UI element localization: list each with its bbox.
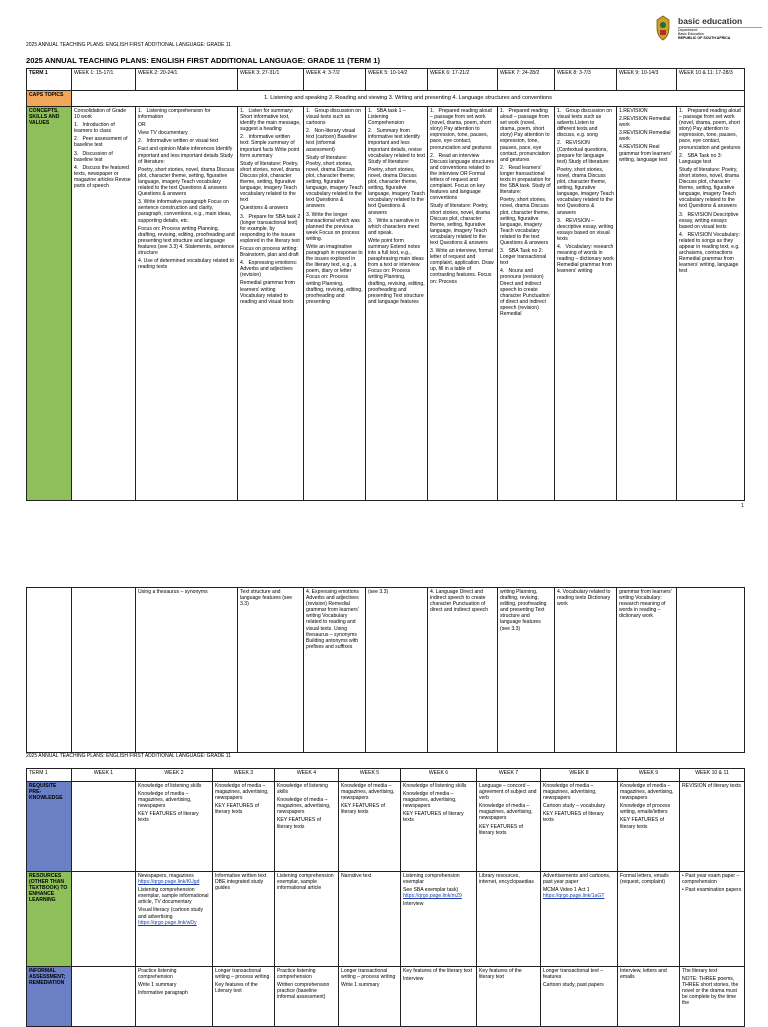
- week-header: WEEK 9: [618, 769, 680, 782]
- week-header: WEEK 2: [136, 769, 213, 782]
- row-label: REQUISITE PRE-KNOWLEDGE: [27, 782, 72, 872]
- week-cell: [238, 107, 304, 501]
- cell-text: Interview, letters and emails: [620, 968, 669, 981]
- logo-title: basic education: [678, 16, 743, 26]
- week-cell: [136, 872, 213, 967]
- cell-text: • Past year exam paper – comprehension: [682, 873, 741, 886]
- cell-text: 3. Write a narrative in which characters meet and speak.: [368, 217, 421, 236]
- week-cell: [618, 872, 680, 967]
- cell-text: Write point form summary Extend notes into a full text, e.g., paraphrasing main ideas from a text or interview Focus on: Process writing Planning, drafting, revising, editing, proofreading and presenting Text structure and language features: [368, 237, 427, 305]
- week-cell: [541, 782, 618, 872]
- cell-text: Knowledge of listening skills: [138, 783, 202, 789]
- cell-text: Language – concord – agreement of subject and verb: [479, 783, 538, 802]
- continuation-row: [27, 588, 745, 753]
- week-cell: [680, 967, 745, 1027]
- cell-text: 1. Prepared reading aloud – passage from set work (novel, drama, poem, short story) Pay attention to expression, tone, pauses, pace, eye contact, pronunciation and gestures: [500, 108, 552, 163]
- cell-text: 2. Summary from informative text identify important and less important details, revise vocabulary related to text Study of literature:: [368, 128, 427, 165]
- cell-text: KEY FEATURES of literary texts: [277, 817, 323, 830]
- week-cell: [339, 967, 401, 1027]
- cell-text: Knowledge of media – magazines, advertising, newspapers: [620, 783, 675, 802]
- term1-knowledge-table: [26, 768, 745, 1027]
- cell-text: Questions & answers: [240, 205, 289, 212]
- table2-row: [27, 782, 745, 872]
- cell-text: 1. Introduction of learners to class: [74, 122, 117, 135]
- cell-text: KEY FEATURES of literary texts: [620, 817, 666, 830]
- cell-text: 4. Discuss the featured texts, newspaper or magazine articles Revise parts of speech: [74, 164, 133, 190]
- cell-text: Practice listening comprehension: [138, 968, 178, 981]
- week-header: WEEK 4: 3-7/2: [304, 69, 366, 91]
- cell-text: 1. Group discussion on visual texts such as cartoons: [306, 108, 363, 127]
- cell-text: 1. Prepared reading aloud – passage from set work (novel, drama, poem, short story) Pay attention to expression, tone, pauses, pace, eye contact, pronunciation and gestures: [679, 108, 743, 151]
- cell-text: 4.REVISION Real grammar from learners' writing, language test: [619, 144, 674, 163]
- week-cell: [304, 107, 366, 501]
- cell-text: Key features of the literary text: [403, 968, 473, 974]
- cell-text: Listening comprehension exemplar, sample informational article, TV documentary: [138, 887, 210, 906]
- cell-text: 3. SBA Task no 2: Longer transactional text: [500, 248, 548, 267]
- cell-text: Knowledge of media – magazines, advertising, newspapers: [138, 791, 193, 810]
- cell-text: The literary text: [682, 968, 718, 974]
- cell-text: 3. Write an interview, formal letter of request and complaint, application. Draw up, fill in a table of contrasting features. Focus on: Process: [430, 248, 496, 285]
- week-cell: [275, 967, 339, 1027]
- cell-text: 2. Read learners' longer transactional texts in preparation for the SBA task. Study of literature:: [500, 164, 553, 196]
- week-cell: [618, 782, 680, 872]
- cell-text: Study of literature: Poetry, short stories, novel, drama Discuss plot, character theme, setting, figurative language, imagery Teach vocabulary related to the text Questions & answers: [430, 203, 492, 246]
- continuation-table: [26, 587, 745, 753]
- week-cell: [477, 782, 541, 872]
- cell-text: 3. Discussion of baseline test: [74, 150, 115, 163]
- concepts-row: [27, 107, 745, 501]
- cell-text: Write an imaginative paragraph in response to the issues explored in the literary text, e.g., a poem, diary or letter Focus on: Process writing Planning, drafting, revising, editing, proofreading and presenting: [306, 243, 365, 305]
- cell-text: 1. SBA task 1 – Listening Comprehension: [368, 108, 408, 127]
- row-label: INFORMAL ASSESSMENT; REMEDIATION: [27, 967, 72, 1027]
- table2-header-row: [27, 769, 745, 782]
- cell-text: 2. Informative written or visual text: [138, 138, 219, 145]
- continuation-cell: Text structure and language features (see 3.3): [238, 588, 304, 753]
- table2-row: [27, 872, 745, 967]
- week-cell: [618, 967, 680, 1027]
- cell-text: 3.REVISION Remedial work: [619, 130, 672, 143]
- week-cell: [72, 107, 136, 501]
- continuation-cell: 4. Expressing emotions Adverbs and adjectives (revision) Remedial grammar from learners' writing Vocabulary related to reading and visual texts. Using thesaurus – synonyms Building antonyms with prefixes and suffixes: [304, 588, 366, 753]
- cell-text: Knowledge of listening skills: [403, 783, 467, 789]
- cell-text-with-link: MCMA Video 1 Act 1 https://qrgo.page.link/1aGT: [543, 887, 605, 900]
- week-cell: [680, 782, 745, 872]
- week-header: WEEK 10 & 11: 17-28/3: [677, 69, 745, 91]
- week-header: WEEK 6: 17-21/2: [428, 69, 498, 91]
- cell-text: Remedial grammar from learners' writing Vocabulary related to reading and visual texts: [240, 280, 297, 305]
- cell-text: 1. Listening comprehension for information: [138, 108, 212, 121]
- week-header: WEEK 5: 10-14/2: [366, 69, 428, 91]
- cell-text: Written comprehension practice (baseline informal assessment): [277, 982, 331, 1001]
- cell-text: 1. Listen for summary: Short informative text, identify the main message, suggest a heading: [240, 108, 303, 133]
- week-cell: [339, 872, 401, 967]
- table2-row: [27, 967, 745, 1027]
- continuation-cell: grammar from learners' writing Vocabulary: research meaning of words in reading – dictionary work: [617, 588, 677, 753]
- continuation-cell: writing Planning, drafting, revising, editing, proofreading and presenting Text structure and language features (see 3.3): [498, 588, 555, 753]
- term-header: TERM 1: [27, 69, 72, 91]
- cell-text: Knowledge of media – magazines, advertising, newspapers: [403, 791, 458, 810]
- caps-topics-text: 1. Listening and speaking 2. Reading and viewing 3. Writing and presenting 4. Language structures and conventions: [72, 91, 745, 107]
- week-cell: [72, 782, 136, 872]
- cell-text: 2. REVISION (Contextual questions, prepare for language test) Study of literature:: [557, 140, 610, 165]
- cell-text: 4. Vocabulary: research meaning of words in reading – dictionary work Remedial grammar from learners' writing: [557, 243, 616, 275]
- cell-text: Narrative text: [341, 873, 372, 879]
- cell-text: 1.REVISION: [619, 108, 648, 114]
- cell-text: OR: [138, 122, 146, 129]
- week-header: WEEK 1: [72, 769, 136, 782]
- week-cell: [401, 782, 477, 872]
- cell-text: Formal letters, emails (request, complaint): [620, 873, 671, 886]
- cell-text: Knowledge of media – magazines, advertising, newspapers: [277, 797, 332, 816]
- cell-text: KEY FEATURES of literary texts: [138, 811, 201, 824]
- cell-text: Longer transactional writing – process writing: [341, 968, 396, 981]
- cell-text: Key features of the literary text: [479, 968, 524, 981]
- small-header-2: 2025 ANNUAL TEACHING PLANS: ENGLISH FIRST ADDITIONAL LANGUAGE: GRADE 11: [26, 753, 231, 759]
- cell-text: 3. Prepare for SBA task 2 (longer transactional text) for example, by responding to the issues explored in the literary text: [240, 213, 302, 244]
- cell-text: View TV documentary: [138, 130, 188, 137]
- week-cell: [617, 107, 677, 501]
- table1-header-row: [27, 69, 745, 91]
- week-cell: [72, 967, 136, 1027]
- cell-text: Informative written text DBE integrated study guides: [215, 873, 268, 892]
- week-cell: [477, 967, 541, 1027]
- cell-text: Cartoon study, past papers: [543, 982, 604, 989]
- week-header: WEEK 4: [275, 769, 339, 782]
- cell-text: Knowledge of media – magazines, advertising, newspapers: [215, 783, 270, 802]
- cell-text: Library resources, internet, encyclopaedias: [479, 873, 534, 886]
- cell-text: Study of literature: Poetry, short stories, novel, drama Discuss plot, character theme, setting, figurative language, imagery Teach vocabulary related to the text Questions & answers: [679, 166, 741, 210]
- week-header: WEEK 7: [477, 769, 541, 782]
- page-number: 1: [741, 503, 744, 509]
- small-header: 2025 ANNUAL TEACHING PLANS: ENGLISH FIRST ADDITIONAL LANGUAGE: GRADE 11: [26, 42, 231, 48]
- cell-text: 2. SBA Task no 3: Language test: [679, 152, 724, 165]
- week-cell: [136, 782, 213, 872]
- resource-link[interactable]: https://qrgo.page.link/mZ9: [403, 893, 462, 900]
- week-header: WEEK 10 & 11: [680, 769, 745, 782]
- continuation-cell: Using a thesaurus – synonyms: [136, 588, 238, 753]
- cell-text: 1. Prepared reading aloud – passage from set work (novel, drama, poem, short story) Pay attention to expression, tone, pauses, pace, eye contact, pronunciation and gestures: [430, 108, 494, 151]
- cell-text: Longer transactional writing – process writing: [215, 968, 270, 981]
- week-cell: [72, 872, 136, 967]
- cell-text: Consolidation of Grade 10 work: [74, 108, 128, 121]
- cell-text: 2.REVISION Remedial work: [619, 116, 672, 129]
- cell-text: Interview: [403, 976, 424, 983]
- cell-text: 2. Non-literary visual text (cartoon) Baseline test (informal assessment): [306, 128, 359, 153]
- week-header: WEEK 3: 27-31/1: [238, 69, 304, 91]
- cell-text: 3. Write the longer transactional which was planned the previous week Focus on process writing.: [306, 211, 362, 242]
- resource-link[interactable]: https://qrgo.page.link/KUgd: [138, 879, 200, 886]
- cell-text: 2. Informative written text: Simple summary of important facts Write point form summary: [240, 134, 301, 159]
- cell-text: Poetry, short stories, novel, drama Discuss plot, character theme, setting, figurative language, imagery Teach vocabulary related to the text Questions & answers: [557, 166, 616, 216]
- term1-plan-table: [26, 68, 745, 501]
- cell-text: 4. Nouns and pronouns (revision) Direct and indirect speech to create character Punctuation of direct and indirect speech (revision) Remedial: [500, 268, 551, 317]
- week-header: WEEK 2: 20-24/1: [136, 69, 238, 91]
- week-cell: [275, 872, 339, 967]
- week-cell: [213, 872, 275, 967]
- concepts-label: CONCEPTS, SKILLS AND VALUES: [27, 107, 72, 501]
- cell-text: Write 1 summary: [138, 982, 177, 989]
- week-cell: [339, 782, 401, 872]
- cell-text: Write 1 summary: [341, 982, 380, 989]
- dbe-logo: [652, 14, 762, 44]
- week-cell: [428, 107, 498, 501]
- cell-text: Focus on process writing: Brainstorm, plan and draft: [240, 245, 300, 259]
- week-cell: [401, 967, 477, 1027]
- week-cell: [136, 967, 213, 1027]
- cell-text: Advertisements and cartoons, past year paper: [543, 873, 612, 886]
- week-cell: [136, 107, 238, 501]
- cell-text: Focus on: Process writing Planning, drafting, revising, editing, proofreading and presenting text structure and language features (see 3.3) 4. Statements, sentence structure: [138, 225, 236, 256]
- resource-link[interactable]: https://qrgo.page.link/1aGT: [543, 893, 605, 900]
- cell-text: Study of literature: Poetry, short stories, novel, drama Discuss plot, character theme, setting, figurative language, imagery Teach vocabulary related to the text Questions & answers: [306, 154, 365, 210]
- week-header: WEEK 9: 10-14/3: [617, 69, 677, 91]
- week-cell: [541, 872, 618, 967]
- cell-text: Knowledge of media – magazines, advertising, newspapers: [479, 803, 534, 822]
- cell-text: 4. Expressing emotions: Adverbs and adjectives (revision): [240, 260, 299, 279]
- cell-text: Listening comprehension exemplar, sample informational article: [277, 873, 336, 892]
- logo-sub3: REPUBLIC OF SOUTH AFRICA: [678, 36, 731, 40]
- coat-of-arms-icon: [652, 14, 674, 42]
- week-cell: [401, 872, 477, 967]
- row-label: RESOURCES (OTHER THAN TEXTBOOK) TO ENHANCE LEARNING: [27, 872, 72, 967]
- resource-link[interactable]: https://qrgo.page.link/wDy: [138, 919, 197, 926]
- cell-text: Key features of the Literary text: [215, 982, 260, 995]
- continuation-cell: [27, 588, 72, 753]
- page-title: 2025 ANNUAL TEACHING PLANS: ENGLISH FIRST ADDITIONAL LANGUAGE: GRADE 11 (TERM 1): [26, 56, 380, 65]
- cell-text: Poetry, short stories, novel, drama Discuss plot, character theme, setting, figurative language, imagery Teach vocabulary related to the text Questions & answers: [368, 166, 427, 216]
- caps-row: [27, 91, 745, 107]
- week-cell: [680, 872, 745, 967]
- cell-text: Knowledge of listening skills: [277, 783, 330, 796]
- cell-text: KEY FEATURES of literary texts: [403, 811, 466, 824]
- cell-text-with-link: Visual literacy (cartoon study and advertising https://qrgo.page.link/wDy: [138, 907, 205, 926]
- cell-text: 2. Read an interview Discuss language structures and conventions related to the interview OR Formal letters of request and complaint. Focus on key features and language conventions: [430, 152, 496, 202]
- week-header: WEEK 5: [339, 769, 401, 782]
- caps-label: CAPS TOPICS: [27, 91, 72, 107]
- week-cell: [275, 782, 339, 872]
- week-header: WEEK 6: [401, 769, 477, 782]
- cell-text: 1. Group discussion on visual texts such as adverts Listen to different texts and discuss, e.g. song: [557, 108, 614, 139]
- cell-text: Poetry, short stories, novel, drama Discuss plot, character theme, setting, figurative language, imagery Teach vocabulary related to the text Questions & answers Questions & answers: [138, 166, 236, 198]
- cell-text: Knowledge of process writing, emails/letters: [620, 803, 672, 816]
- week-header: WEEK 8: 3-7/3: [555, 69, 617, 91]
- cell-text: Fact and opinion Make inferences Identify important and less important details Study of literature:: [138, 146, 235, 165]
- week-cell: [477, 872, 541, 967]
- continuation-cell: 4. Vocabulary related to reading texts Dictionary work: [555, 588, 617, 753]
- cell-text-with-link: Newspapers, magazines https://qrgo.page.link/KUgd: [138, 873, 200, 886]
- logo-sub2: Basic Education: [678, 32, 704, 36]
- week-header: WEEK 7: 24-28/2: [498, 69, 555, 91]
- cell-text: Knowledge of media – magazines, advertising, newspapers: [341, 783, 396, 802]
- week-cell: [213, 782, 275, 872]
- cell-text: REVISION of literary texts: [682, 783, 741, 789]
- continuation-cell: 4. Language Direct and indirect speech to create character Punctuation of direct and indirect speech: [428, 588, 498, 753]
- cell-text-with-link: See SBA exemplar task) https://qrgo.page.link/mZ9: [403, 887, 462, 900]
- week-cell: [498, 107, 555, 501]
- cell-text: Knowledge of media – magazines, advertising, newspapers: [543, 783, 598, 802]
- cell-text: 4. REVISION Vocabulary: related to songs as they appear in reading text, e.g. archaisms, contractions Remedial grammar from learners' writing, language test: [679, 231, 742, 275]
- continuation-cell: [72, 588, 136, 753]
- cell-text: KEY FEATURES of literary texts: [479, 823, 525, 836]
- cell-text: • Past examination papers: [682, 887, 742, 894]
- cell-text: Interview: [403, 901, 424, 908]
- week-header: WEEK 3: [213, 769, 275, 782]
- cell-text: Practice listening comprehension: [277, 968, 317, 981]
- cell-text: Informative paragraph: [138, 990, 188, 997]
- cell-text: Listening comprehension exemplar: [403, 873, 462, 886]
- cell-text: 2. Peer assessment of baseline test: [74, 136, 129, 149]
- cell-text: Longer transactional text –features: [543, 968, 604, 981]
- continuation-cell: [677, 588, 745, 753]
- cell-text: KEY FEATURES of literary texts: [543, 811, 606, 824]
- week-cell: [213, 967, 275, 1027]
- cell-text: Poetry, short stories, novel, drama Discuss plot, character theme, setting, figurative language, imagery Teach vocabulary related to the text Questions & answers: [500, 197, 551, 246]
- continuation-cell: (see 3.3): [366, 588, 428, 753]
- cell-text: Study of literature: Poetry, short stories, novel, drama Discuss plot, character theme, setting, figurative language, imagery Teach vocabulary related to the text: [240, 160, 302, 204]
- cell-text: KEY FEATURES of literary texts: [341, 803, 387, 816]
- cell-text: 3. REVISION – descriptive essay, writing essays based on visual texts: [557, 217, 615, 242]
- week-header: WEEK 1: 15-17/1: [72, 69, 136, 91]
- cell-text: NOTE: THREE poems, THREE short stories, the novel or the drama must be complete by the time the: [682, 976, 740, 1007]
- week-cell: [541, 967, 618, 1027]
- week-cell: [555, 107, 617, 501]
- logo-sub1: Department:: [678, 28, 698, 32]
- cell-text: Cartoon study – vocabulary: [543, 803, 606, 810]
- cell-text: KEY FEATURES of literary texts: [215, 803, 261, 816]
- week-cell: [677, 107, 745, 501]
- week-cell: [366, 107, 428, 501]
- cell-text: 3. Write informative paragraph Focus on sentence construction and clarity, paragraph, conventions, e.g., main ideas, supporting details, etc.: [138, 199, 233, 224]
- term-header: TERM 1: [27, 769, 72, 782]
- week-header: WEEK 8: [541, 769, 618, 782]
- cell-text: 3. REVISION Descriptive essay, writing essays based on visual texts: [679, 211, 740, 230]
- cell-text: 4. Use of determined vocabulary related to reading texts: [138, 258, 236, 271]
